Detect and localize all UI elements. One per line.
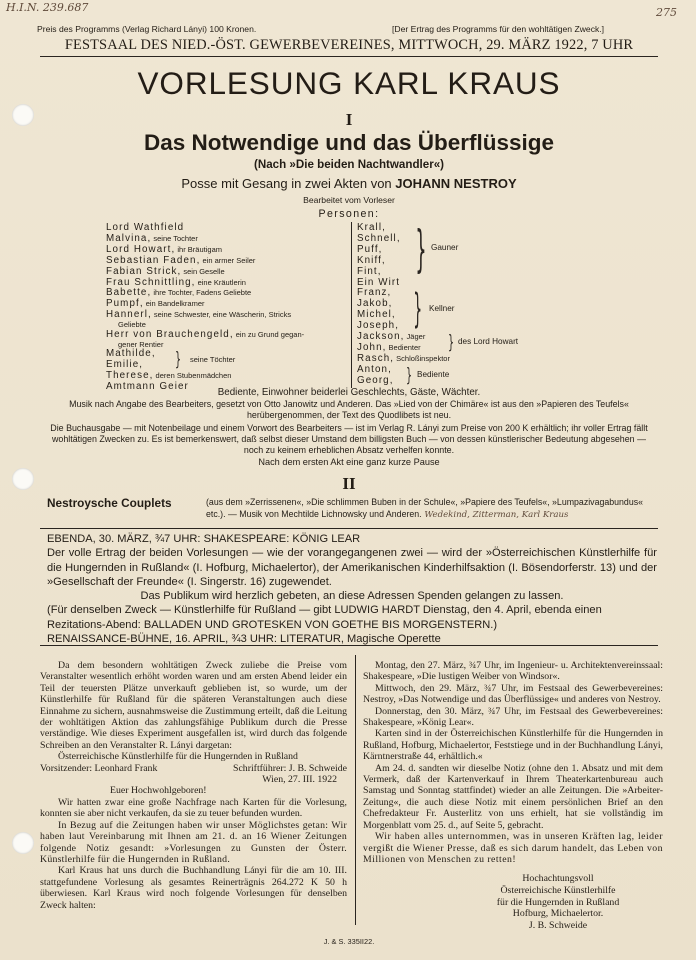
intermission-note: Nach dem ersten Akt eine ganz kurze Pause xyxy=(258,457,440,467)
paragraph: Österreichische Künstlerhilfe für die Hungernden in Rußland xyxy=(58,751,298,763)
page-title: VORLESUNG KARL KRAUS xyxy=(137,65,561,101)
cast-entry: Herr von Brauchengeld, ein zu Grund gegan- xyxy=(106,328,305,340)
divider xyxy=(40,528,658,529)
cast-entry: Kniff, xyxy=(357,254,386,266)
letter-date: Wien, 27. III. 1922 xyxy=(262,774,337,786)
paragraph: Am 24. d. sandten wir dieselbe Notiz (ohne den 1. Absatz und mit dem Vermerk, daß der Kartenverkauf in Ihrem Theaterkartenbureau auch Samstag und Sonntag stattfindet) wieder an alle Zeitungen. Die »Arbeiter-Zeitung«, die auch diese Notiz mit einem persönlichen Brief an den Chefredakteur Fr. Austerlitz von uns erhielt, hat sie vollständig im Morgenblatt vom 25. d., auf Seite 5, gebracht. xyxy=(363,762,663,831)
play-subtitle: (Nach »Die beiden Nachtwandler«) xyxy=(253,158,445,171)
couplets-sources: (aus dem »Zerrissenen«, »Die schlimmen Buben in der Schule«, »Papiere des Teufels«, »Lumpazivagabundus« etc.). — Musik von Mechtilde Lichnowsky und Anderen. Wedekind, Zitterman, Karl Kraus xyxy=(206,497,644,520)
cast-entry: Puff, xyxy=(357,243,383,255)
cast-group xyxy=(357,220,557,278)
cast-role: des Lord Howart xyxy=(458,337,519,347)
punch-hole xyxy=(12,468,34,490)
letter-header: Vorsitzender: Leonhard Frank Schriftführer: J. B. Schweide xyxy=(40,762,347,774)
music-note: Musik nach Angabe des Bearbeiters, gesetzt von Otto Janowitz und Anderen. Das »Lied von der Chimäre« ist aus den »Papieren des Teufels« herübergenommen, der Text des Quodlibets ist neu. xyxy=(69,399,629,420)
paragraph: Wir hatten zwar eine große Nachfrage nach Karten für die Vorlesung, konnten sie aber nicht verkaufen, da sie zu teuer befunden wurden. xyxy=(40,796,347,820)
cast-entry: Krall, xyxy=(357,222,386,233)
cast-group xyxy=(357,288,557,332)
couplets-title: Nestroysche Couplets xyxy=(47,496,172,510)
cast-entry: Georg, xyxy=(357,374,394,386)
cast-entry: Schnell, xyxy=(357,232,401,244)
part-numeral: I xyxy=(345,110,353,129)
printer-mark: J. & S. 335II22. xyxy=(323,937,375,946)
part-numeral: II xyxy=(342,474,356,493)
donation-request: Das Publikum wird herzlich gebeten, an diese Adressen Spenden gelangen zu lassen. xyxy=(140,590,564,603)
divider xyxy=(40,645,658,646)
listing-column xyxy=(363,660,663,931)
paragraph: Karl Kraus hat uns durch die Buchhandlung Lányi für die am 10. III. stattgefundene Vorlesung als gesamtes Reinerträgnis 264.272 K 50 h überwiesen. Karl Kraus wird noch folgende Vorlesungen für denselben Zweck halten: xyxy=(40,865,347,911)
book-note: Die Buchausgabe — mit Notenbeilage und einem Vorwort des Bearbeiters — ist im Verlag R. Lányi zum Preise von 200 K erhältlich; ihr voller Ertrag fällt wohltätigen Zwecken zu. Es ist bemerkenswert, daß selbst dieser Umstand dem billigsten Buch — von dessen künstlerischer Bedeutung abgesehen — noch zu keinem erheblichen Absatz verhelfen konnte. xyxy=(50,423,648,455)
cast-entry: Ein Wirt xyxy=(357,276,401,288)
cast-entry: Lord Howart, ihr Bräutigam xyxy=(106,243,222,255)
extras-line: Bediente, Einwohner beiderlei Geschlechts, Gäste, Wächter. xyxy=(217,387,481,398)
cast-entry: Anton, xyxy=(357,363,392,375)
cast-entry: Frau Schnittling, eine Kräutlerin xyxy=(106,276,246,288)
brace: } xyxy=(448,331,455,354)
cast-entry: Jackson, Jäger xyxy=(357,331,426,343)
cast-entry: Joseph, xyxy=(357,320,400,332)
signature-block: Hochachtungsvoll Österreichische Künstlerhilfe für die Hungernden in Rußland Hofburg, Michaelertor. J. B. Schweide xyxy=(496,873,620,931)
cast-role: Kellner xyxy=(429,304,455,314)
proceeds-text: Der volle Ertrag der beiden Vorlesungen — wie der vorangegangenen zwei — wird der »Österreichischen Künstlerhilfe für die Hungernden in Rußland« (I. Hofburg, Michaelertor), der Amerikanischen Kinderhilfsaktion (I. Bösendorferstr. 13) und der »Gesellschaft der Freunde« (I. Singerstr. 16) zugewendet. xyxy=(47,547,657,588)
announcements xyxy=(47,532,657,646)
hardt-event: (Für denselben Zweck — Künstlerhilfe für Rußland — gibt LUDWIG HARDT Dienstag, den 4. April, ebenda einen Rezitations-Abend: BALLADEN UND GROTESKEN VON GOETHE BIS MORGENSTERN.) xyxy=(47,604,602,631)
cast-entry: Hannerl, seine Schwester, eine Wäscherin, Stricks xyxy=(106,309,292,321)
cast-entry: Emilie, xyxy=(106,358,144,370)
cast-entry: Babette, ihre Tochter, Fadens Geliebte xyxy=(106,287,252,299)
archive-page-number: 275 xyxy=(656,6,677,19)
cast-role: Gauner xyxy=(431,243,459,252)
divider xyxy=(40,56,658,57)
letter-column xyxy=(40,660,347,911)
paragraph: Donnerstag, den 30. März, ¾7 Uhr, im Festsaal des Gewerbevereines: Shakespeare, »König Lear«. xyxy=(363,705,663,729)
cast-entry: Therese, deren Stubenmädchen xyxy=(106,369,232,381)
paragraph: Karten sind in der Österreichischen Künstlerhilfe für die Hungernden in Rußland, Hofburg, Michaelertor, Feststiege und in der Buchhandlung Lányi, Kärntnerstraße 44, erhältlich.« xyxy=(363,728,663,763)
cast-role: Geliebte xyxy=(118,320,146,330)
paragraph: In Bezug auf die Zeitungen haben wir unser Möglichstes getan: Wir haben laut Vereinbarung mit Ihnen am 21. d. an 16 Wiener Zeitungen folgende Notiz gesandt: »Vorlesungen zu Gunsten der Österr. Künstlerhilfe für die Hungernden in Rußland. xyxy=(40,819,347,865)
brace: } xyxy=(406,363,413,386)
brace: } xyxy=(175,348,182,371)
cast-entry: Lord Wathfield xyxy=(106,222,185,233)
brace: } xyxy=(413,286,423,333)
paragraph: Mittwoch, den 29. März, ¾7 Uhr, im Festsaal des Gewerbevereines: Nestroy, »Das Notwendige und das Überflüssige« und anderes von Nestroy. xyxy=(363,682,663,706)
archive-number: H.I.N. 239.687 xyxy=(6,1,89,14)
cast-entry: Pumpf, ein Bandelkramer xyxy=(106,298,205,310)
cast-role: Bediente xyxy=(417,369,450,379)
adaptation-note: Bearbeitet vom Vorleser xyxy=(303,195,395,205)
cast-entry: Jakob, xyxy=(357,298,393,310)
paragraph: Montag, den 27. März, ¾7 Uhr, im Ingenieur- u. Architektenvereinssaal: Shakespeare, »Die lustigen Weiber von Windsor«. xyxy=(363,660,663,683)
cast-group xyxy=(357,365,557,387)
paragraph: Da dem besondern wohltätigen Zweck zuliebe die Preise vom Veranstalter wesentlich erhöht worden waren und am ersten Abend leider ein Teil der teuersten Plätze unverkauft geblieben ist, so wurde, um der Künstlerhilfe für Rußland für die späteren Veranstaltungen auch diese Einnahme zu sichern, ausnahmsweise die Zustimmung erteilt, daß die Leitung der wohltätigen Aktion das zahlungsfähige Publikum durch die Presse verständige. Wie dieses Experiment ausgefallen ist, wird durch das folgende Schreiben an den Veranstalter R. Lányi dargetan: xyxy=(40,660,347,751)
renaissance-event: RENAISSANCE-BÜHNE, 16. APRIL, ¾3 UHR: LITERATUR, Magische Operette xyxy=(47,633,441,646)
program-price: Preis des Programms (Verlag Richard Lányi) 100 Kronen. xyxy=(37,24,257,34)
cast-entry: Rasch, Schloßinspektor xyxy=(357,352,450,364)
cast-divider xyxy=(351,222,352,388)
column-divider xyxy=(355,655,356,925)
cast-left xyxy=(106,223,351,393)
cast-heading: Personen: xyxy=(318,208,380,220)
cast-role: seine Töchter xyxy=(190,355,236,365)
cast-entry: Amtmann Geier xyxy=(106,380,189,392)
proceeds-note: [Der Ertrag des Programms für den wohltätigen Zweck.] xyxy=(392,24,605,34)
cast-entry: Malvina, seine Tochter xyxy=(106,232,198,244)
cast-entry: Michel, xyxy=(357,309,396,321)
play-genre: Posse mit Gesang in zwei Akten von JOHANN NESTROY xyxy=(181,176,517,191)
cast-entry: Fint, xyxy=(357,265,382,277)
punch-hole xyxy=(12,832,34,854)
cast-group xyxy=(106,349,351,371)
cast-entry: Mathilde, xyxy=(106,348,156,360)
play-title: Das Notwendige und das Überflüssige xyxy=(143,130,555,155)
cast-group xyxy=(357,332,557,354)
cast-entry: Franz, xyxy=(357,287,392,299)
paragraph: Wir haben alles unternommen, was in unseren Kräften lag, leider vergißt die Wiener Presse, daß es sich darum handelt, das Leben von Millionen von Menschen zu retten! xyxy=(363,831,663,865)
cast-entry: John, Bedienter xyxy=(357,341,421,353)
venue-line: FESTSAAL DES NIED.-ÖST. GEWERBEVEREINES, MITTWOCH, 29. MÄRZ 1922, 7 UHR xyxy=(64,37,634,53)
brace: } xyxy=(415,220,427,278)
next-event: EBENDA, 30. MÄRZ, ¾7 UHR: SHAKESPEARE: KÖNIG LEAR xyxy=(47,533,361,545)
cast-entry: Sebastian Faden, ein armer Seiler xyxy=(106,254,256,266)
letter-salutation: Euer Hochwohlgeboren! xyxy=(110,785,207,797)
punch-hole xyxy=(12,104,34,126)
cast-entry: Fabian Strick, sein Geselle xyxy=(106,265,225,277)
cast-role: gener Rentier xyxy=(118,339,164,349)
cast-right xyxy=(357,220,557,387)
